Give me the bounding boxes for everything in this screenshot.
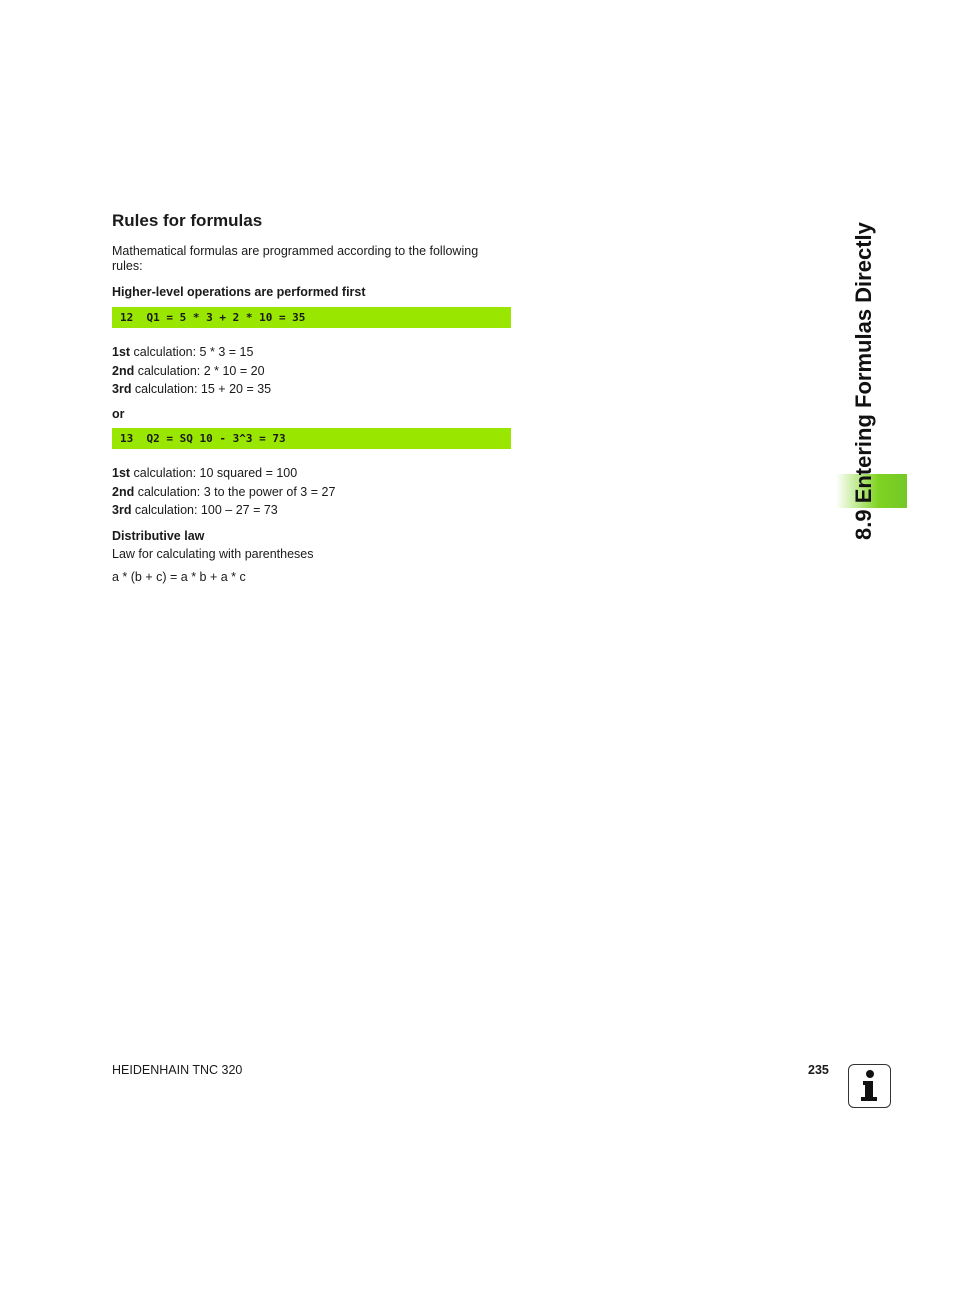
calc-step: 1st calculation: 5 * 3 = 15 — [112, 345, 254, 359]
calc-step: 1st calculation: 10 squared = 100 — [112, 466, 298, 480]
or-label: or — [112, 407, 125, 421]
calc-step: 2nd calculation: 2 * 10 = 20 — [112, 363, 265, 378]
intro-text: Mathematical formulas are programmed according to the following rules: — [112, 244, 479, 273]
calc-step: 3rd calculation: 100 – 27 = 73 — [112, 503, 278, 517]
code-block-2: 13 Q2 = SQ 10 - 3^3 = 73 — [112, 428, 511, 449]
side-chapter-title: 8.9 Entering Formulas Directly — [851, 222, 876, 540]
calc-list-1 — [112, 343, 271, 399]
rule1-title: Higher-level operations are performed first — [112, 285, 366, 299]
calc-list-2 — [112, 464, 335, 520]
code-block-1: 12 Q1 = 5 * 3 + 2 * 10 = 35 — [112, 307, 511, 328]
calc-step: 2nd calculation: 3 to the power of 3 = 27 — [112, 484, 336, 499]
rule2-formula: a * (b + c) = a * b + a * c — [112, 570, 246, 584]
page-number: 235 — [808, 1063, 829, 1077]
footer-product: HEIDENHAIN TNC 320 — [112, 1063, 243, 1077]
info-icon — [848, 1064, 891, 1108]
rule2-desc: Law for calculating with parentheses — [112, 547, 314, 561]
rule2-title: Distributive law — [112, 529, 205, 543]
section-heading: Rules for formulas — [112, 211, 263, 230]
calc-step: 3rd calculation: 15 + 20 = 35 — [112, 382, 272, 396]
